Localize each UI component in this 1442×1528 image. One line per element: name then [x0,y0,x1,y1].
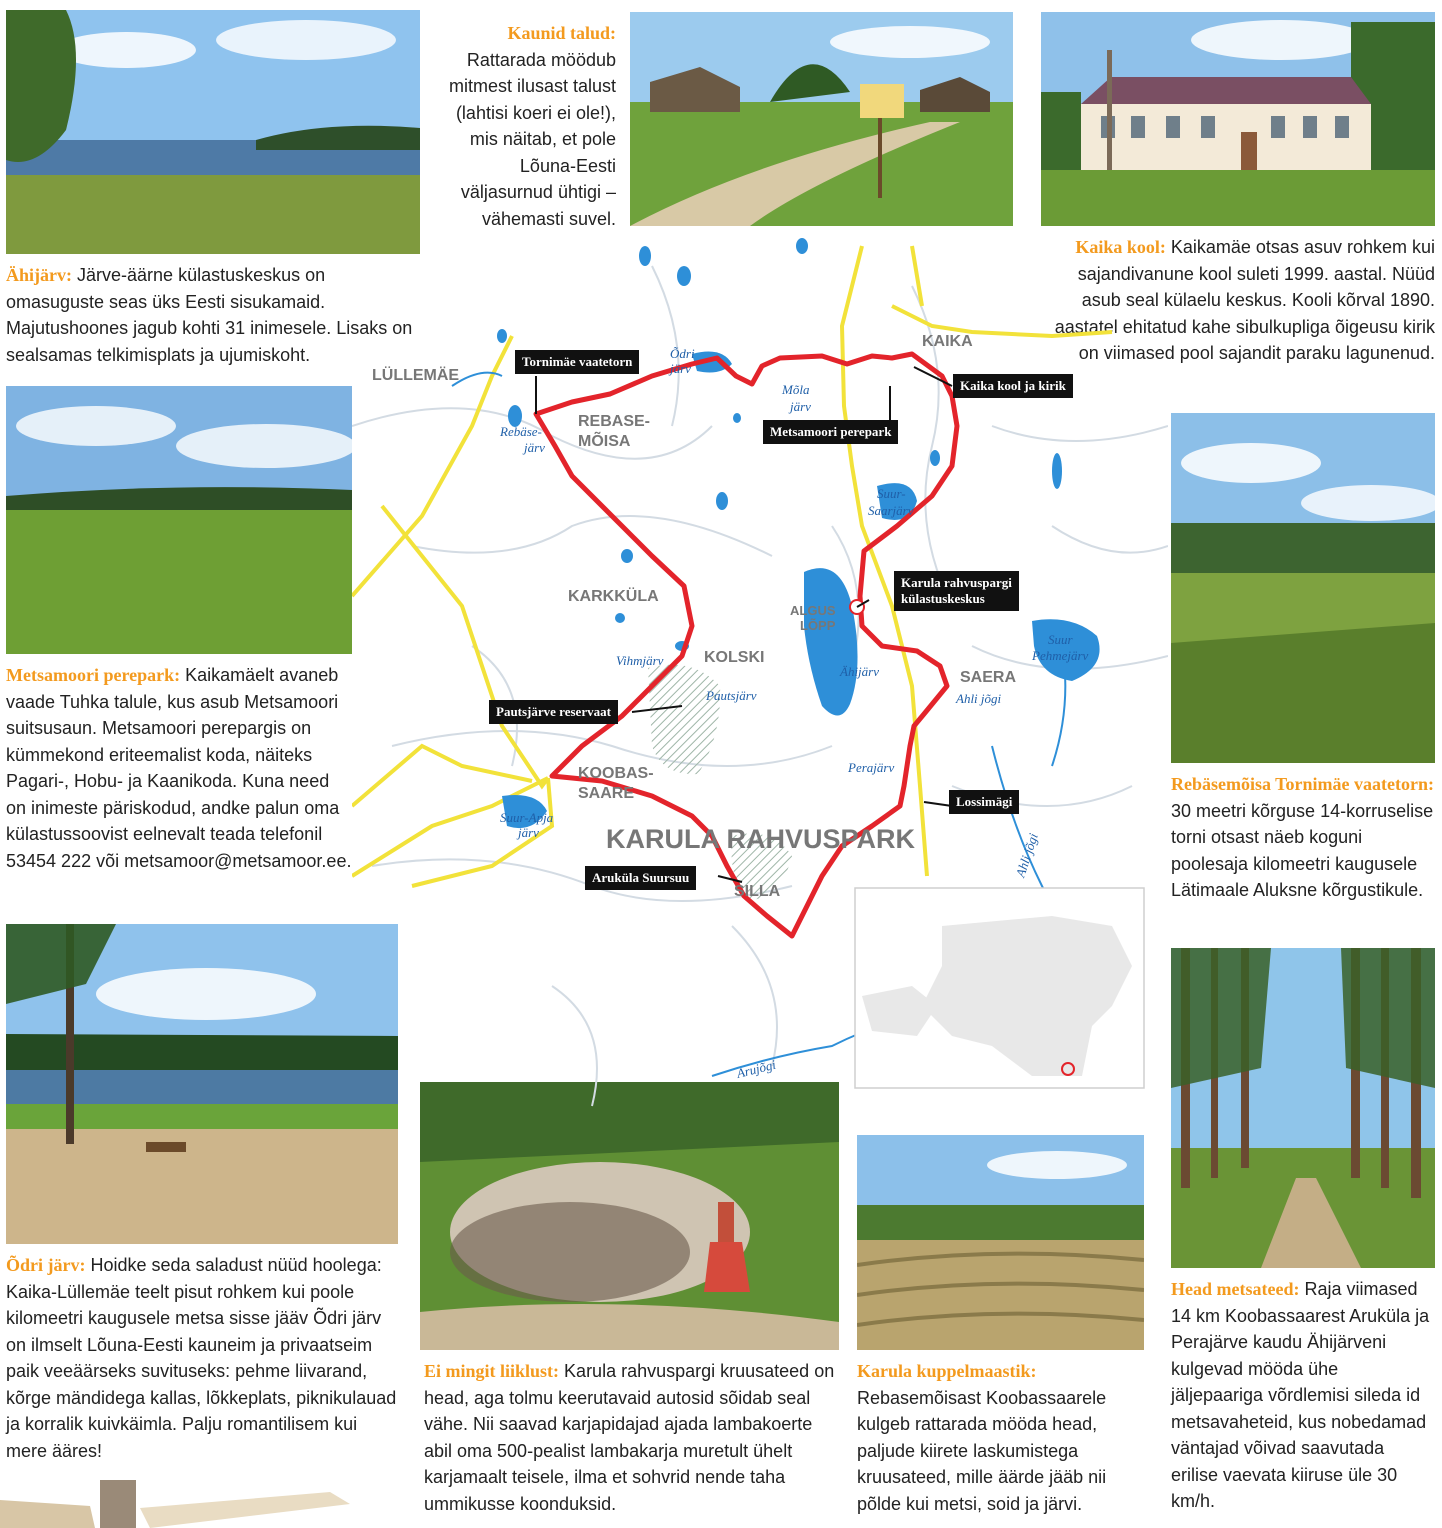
caption-text: 30 meetri kõrguse 14-korruselise torni otsast näeb koguni poolesaja kilomeetri kaugusele Lätimaale Aluksne kõrgustikule. [1171,800,1434,900]
photo-kuppelmaastik [857,1135,1144,1350]
lake-vihmjarv: Vihmjärv [616,653,664,668]
label-karula-rahvuspark: KARULA RAHVUSPARK [606,824,915,854]
tag-line: külastuskeskus [901,591,985,606]
caption-odri-jarv [6,1252,398,1464]
caption-text: Raja viimased 14 km Koobassaarest Aruküla ja Perajärve kaudu Ähijärveni kulgevad mööda ühe jäljepaariga võrdlemisi sileda id metsavaheteid, kus nobedamad väntajad võivad saavutada erilise vaevata kiiruse üle 30 km/h. [1171,1279,1430,1511]
lake-rebase-1: Rebäse- [500,424,542,439]
photo-kaika-kool [1041,12,1435,226]
lake-rebase-2: järv [524,440,545,455]
label-saera: SAERA [960,669,1017,686]
caption-title: Rebäsemõisa Tornimäe vaatetorn: [1171,774,1434,794]
river-ahli-jogi: Ahli jõgi [956,691,1002,706]
tag-line: Karula rahvuspargi [901,575,1012,590]
label-kaika: KAIKA [922,333,973,350]
label-algus: ALGUS [790,603,836,618]
lake-suur-apja-2: järv [518,825,539,840]
lake-mola-2: järv [790,399,811,414]
photo-kaunid-talud [630,12,1013,226]
caption-title: Kaunid talud: [507,23,616,43]
signpost-photo [0,1478,350,1528]
tag-lossimagi: Lossimägi [949,790,1019,814]
caption-text: Rattarada möödub mitmest ilusast talust (lahtisi koeri ei ole!), mis näitab, et pole Lõuna-Eesti väljasurnud ühtigi – vähemasti suvel. [448,49,616,229]
lake-suur-pehme-2: Pehmejärv [1032,648,1089,663]
lake-mola-1: Mõla [782,382,810,397]
caption-title: Head metsateed: [1171,1279,1300,1299]
photo-metsamoori [6,386,352,654]
lake-perajarv: Perajärv [848,760,895,775]
inset-estonia-map [855,888,1144,1088]
caption-text: Karula rahvuspargi kruusateed on head, aga tolmu keerutavaid autosid sõidab seal vähe. Nii saavad karjapidajad ajada lambakoerte abil oma 500-pealist lambakarja muretult ühelt karjamaalt teisele, ilma et sohvrid nende taha ummikusse koonduksid. [424,1361,835,1514]
caption-title: Kaika kool: [1075,237,1166,257]
lake-odri-1: Õdri [670,346,695,361]
label-karkkula: KARKKÜLA [568,588,659,605]
caption-title: Ähijärv: [6,265,72,285]
route-map [352,226,1168,1126]
caption-text: Hoidke seda saladust nüüd hoolega: Kaika-Lüllemäe teelt pisut rohkem kui poole kilomeetri kaugusele metsa sisse jääv Õdri järv on ilmselt Lõuna-Eesti kauneim ja privaatseim paik veeäärseks suvituseks: pehme liivarand, kõrge mändidega kallas, lõkkeplats, piknikulauad ja korralik kuivkäimla. Palju romantilisem kui mere ääres! [6,1255,397,1461]
label-kolski: KOLSKI [704,649,765,666]
caption-title: Õdri järv: [6,1255,86,1275]
caption-liiklust [424,1358,838,1517]
label-lullemae: LÜLLEMÄE [372,367,460,384]
lake-pautsjarv: Pautsjärv [706,688,757,703]
tag-kaika-kool: Kaika kool ja kirik [953,374,1073,398]
caption-kaunid-talud [436,20,616,232]
caption-rebasemoisa [1171,771,1435,904]
caption-metsateed [1171,1276,1435,1515]
lake-suur-pehme-1: Suur [1048,632,1073,647]
photo-rebasemoisa [1171,413,1435,763]
tag-tornimae: Tornimäe vaatetorn [515,350,639,374]
caption-title: Metsamoori perepark: [6,665,181,685]
tag-metsamoori: Metsamoori perepark [763,420,898,444]
label-silla: SILLA [734,883,781,900]
caption-kuppelmaastik [857,1358,1144,1517]
label-lopp: LÕPP [800,618,836,633]
map-canvas [352,226,1168,1126]
lake-odri-2: järv [670,361,691,376]
river-arujogi: Arujõgi [735,1056,778,1081]
label-koobas-2: SAARE [578,785,635,802]
label-rebase-1: REBASE- [578,413,651,430]
photo-odri-jarv [6,924,398,1244]
caption-text: Kaikamäelt avaneb vaade Tuhka talule, kus asub Metsamoori suitsusaun. Metsamoori perepargis on kümmekond eriteemalist koda, näiteks Pagari-, Hobu- ja Kaanikoda. Kuna need on inimeste päriskodud, andke palun oma külastussoovist eelnevalt teada telefonil 53454 222 või metsamoor@metsamoor.ee. [6,665,352,871]
caption-title: Karula kuppelmaastik: [857,1361,1037,1381]
caption-text: Rebasemõisast Koobassaarele kulgeb rattarada mööda head, paljude kiirete laskumistega kruusateed, mille äärde jääb nii põlde kui metsi, soid ja järvi. [857,1387,1107,1514]
caption-text: Järve-äärne külastuskeskus on omasuguste seas üks Eesti sisukamaid. Majutushoones jagub kohti 31 inimesele. Lisaks on sealsamas telkimisplats ja ujumiskoht. [6,265,413,365]
photo-metsateed [1171,948,1435,1268]
label-rebase-2: MÕISA [578,433,631,450]
tag-arukula: Aruküla Suursuu [585,866,696,890]
caption-metsamoori [6,662,352,874]
tag-karula-keskus [894,571,1019,611]
tag-pautsjarve: Pautsjärve reservaat [489,700,618,724]
caption-text: Kaikamäe otsas asuv rohkem kui sajandivanune kool suleti 1999. aastal. Nüüd asub seal külaelu keskus. Kooli kõrval 1890. aastatel ehitatud kahe sibulkupliga õigeusu kirik on viimased pool sajandit paraku lagunenud. [1054,237,1435,363]
lake-suur-saar-2: Saarjärv [868,503,914,518]
lake-suur-saar-1: Suur- [877,486,906,501]
photo-ahijarv [6,10,420,254]
caption-title: Ei mingit liiklust: [424,1361,560,1381]
label-koobas-1: KOOBAS- [578,765,654,782]
river-ahli-jogi-2: Ahli jõgi [1012,831,1041,879]
lake-ahijarv: Ähijärv [840,664,879,679]
lake-suur-apja-1: Suur-Apja [500,810,554,825]
